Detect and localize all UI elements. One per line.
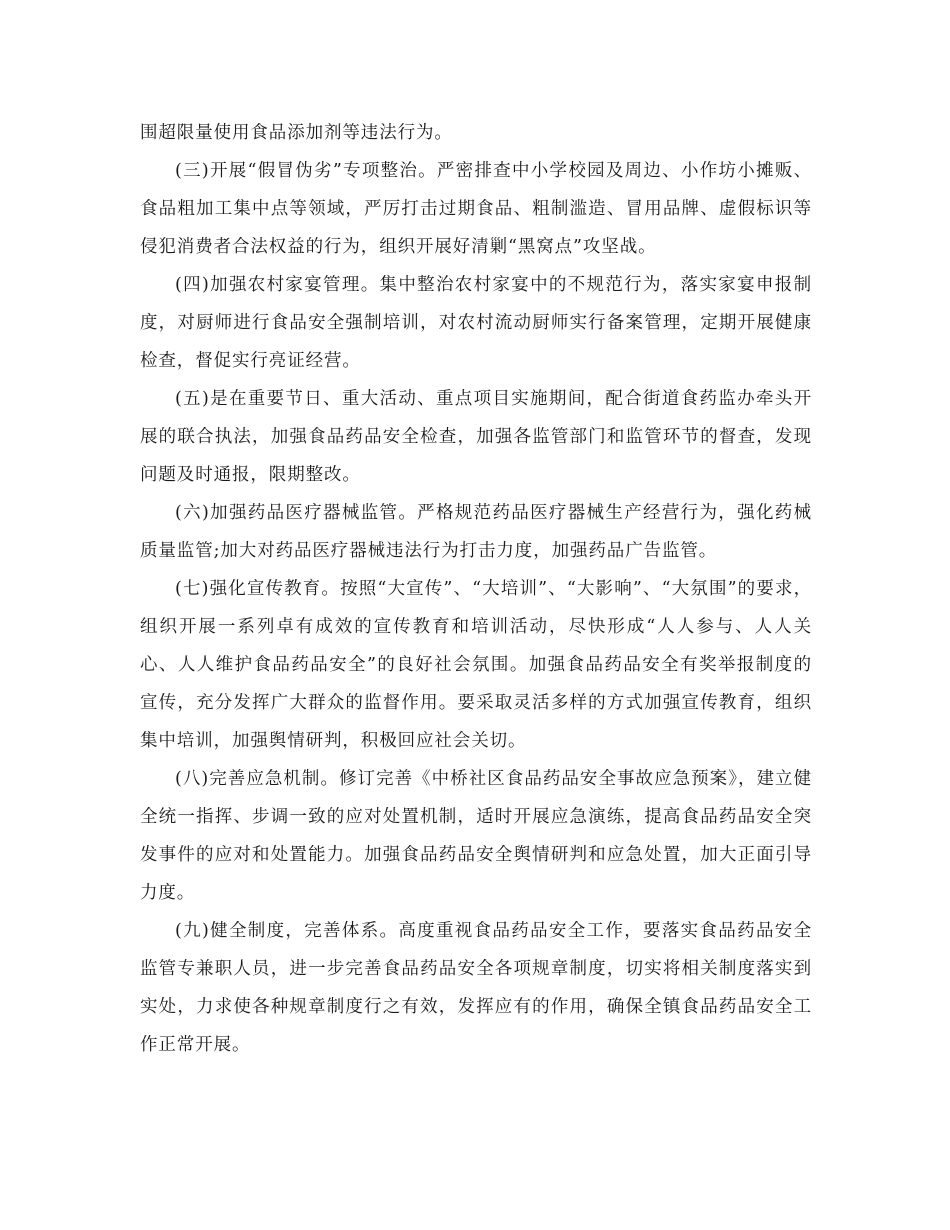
paragraph-item-5: (五)是在重要节日、重大活动、重点项目实施期间，配合街道食药监办牵头开展的联合执法，加强食品药品安全检查，加强各监管部门和监管环节的督查，发现问题及时通报，限期整改。 <box>140 389 812 485</box>
document-body <box>140 114 812 1064</box>
paragraph-continuation: 围超限量使用食品添加剂等违法行为。 <box>140 123 453 143</box>
paragraph-item-9: (九)健全制度，完善体系。高度重视食品药品安全工作，要落实食品药品安全监管专兼职人员，进一步完善食品药品安全各项规章制度，切实将相关制度落实到实处，力求使各种规章制度行之有效，发挥应有的作用，确保全镇食品药品安全工作正常开展。 <box>140 921 812 1055</box>
paragraph-item-3: (三)开展“假冒伪劣”专项整治。严密排查中小学校园及周边、小作坊小摊贩、食品粗加工集中点等领域，严厉打击过期食品、粗制滥造、冒用品牌、虚假标识等侵犯消费者合法权益的行为，组织开展好清剿“黑窝点”攻坚战。 <box>140 161 812 257</box>
paragraph-item-4: (四)加强农村家宴管理。集中整治农村家宴中的不规范行为，落实家宴申报制度，对厨师进行食品安全强制培训，对农村流动厨师实行备案管理，定期开展健康检查，督促实行亮证经营。 <box>140 275 812 371</box>
paragraph-item-8: (八)完善应急机制。修订完善《中桥社区食品药品安全事故应急预案》，建立健全统一指挥、步调一致的应对处置机制，适时开展应急演练，提高食品药品安全突发事件的应对和处置能力。加强食品药品安全舆情研判和应急处置，加大正面引导力度。 <box>140 769 812 903</box>
paragraph-item-6: (六)加强药品医疗器械监管。严格规范药品医疗器械生产经营行为，强化药械质量监管;加大对药品医疗器械违法行为打击力度，加强药品广告监管。 <box>140 503 812 561</box>
paragraph-item-7: (七)强化宣传教育。按照“大宣传”、“大培训”、“大影响”、“大氛围”的要求，组织开展一系列卓有成效的宣传教育和培训活动，尽快形成“人人参与、人人关心、人人维护食品药品安全”的良好社会氛围。加强食品药品安全有奖举报制度的宣传，充分发挥广大群众的监督作用。要采取灵活多样的方式加强宣传教育，组织集中培训，加强舆情研判，积极回应社会关切。 <box>140 579 812 751</box>
